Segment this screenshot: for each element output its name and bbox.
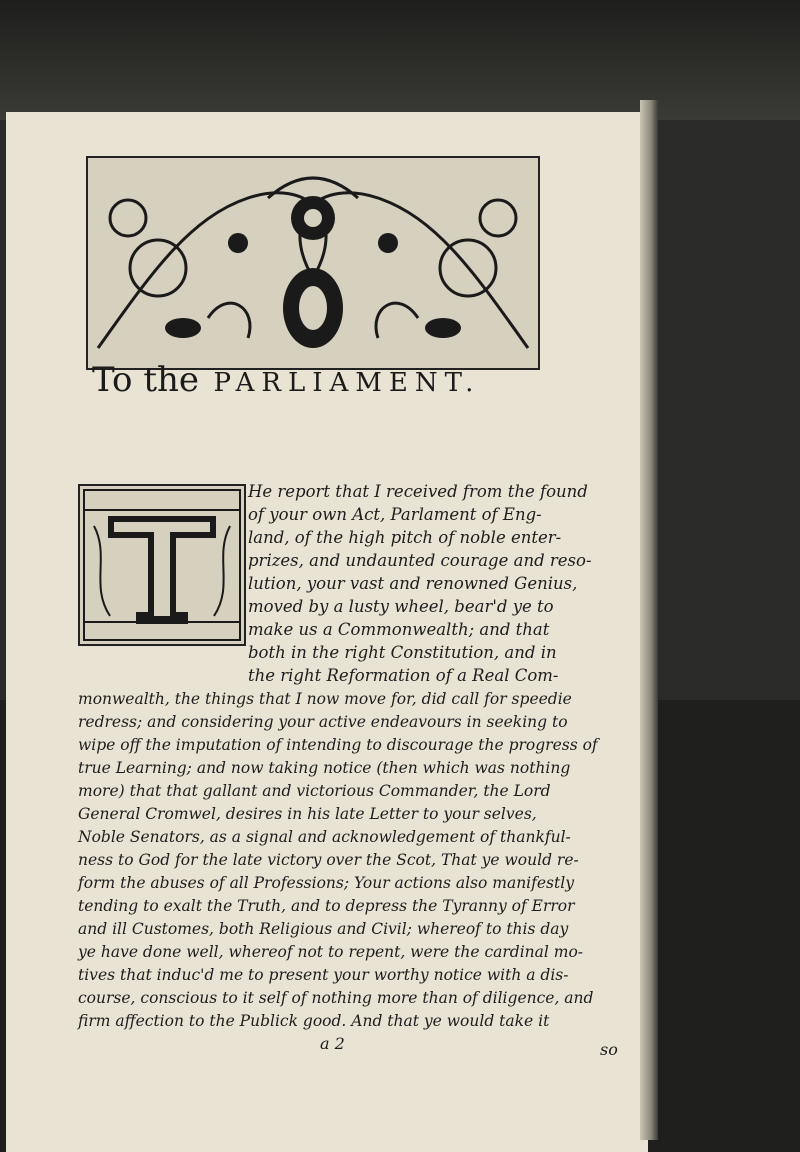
drop-cap-letter: T: [161, 612, 163, 613]
catchword: so: [600, 1040, 618, 1059]
title-prefix: To the: [92, 360, 199, 400]
text-line: tending to exalt the Truth, and to depress the Tyranny of Error: [78, 897, 575, 915]
text-line: more) that that gallant and victorious Commander, the Lord: [78, 782, 551, 800]
text-line: course, conscious to it self of nothing more than of diligence, and: [78, 989, 594, 1007]
page-edge: [640, 100, 658, 1140]
ornamental-headpiece: [86, 156, 540, 370]
text-line: prizes, and undaunted courage and reso-: [248, 551, 592, 570]
text-line: ye have done well, whereof not to repent, were the cardinal mo-: [78, 943, 584, 961]
text-line: redress; and considering your active endeavours in seeking to: [78, 713, 568, 731]
decorated-initial: [78, 484, 246, 646]
text-line: lution, your vast and renowned Genius,: [248, 574, 578, 593]
text-line: wipe off the imputation of intending to discourage the progress of: [78, 736, 598, 754]
page-title: [92, 360, 532, 400]
text-line: firm affection to the Publick good. And that ye would take it: [78, 1012, 550, 1030]
text-line: form the abuses of all Professions; Your actions also manifestly: [78, 874, 574, 892]
text-line: land, of the high pitch of noble enter-: [248, 528, 562, 547]
text-line: monwealth, the things that I now move for, did call for speedie: [78, 690, 572, 708]
text-line: moved by a lusty wheel, bear'd ye to: [248, 597, 554, 616]
text-line: He report that I received from the found: [248, 482, 588, 501]
text-line: General Cromwel, desires in his late Letter to your selves,: [78, 805, 537, 823]
text-line: make us a Commonwealth; and that: [248, 620, 550, 639]
text-line: Noble Senators, as a signal and acknowledgement of thankful-: [78, 828, 571, 846]
text-line: the right Reformation of a Real Com-: [248, 666, 559, 685]
text-line: both in the right Constitution, and in: [248, 643, 557, 662]
text-line: ness to God for the late victory over the Scot, That ye would re-: [78, 851, 579, 869]
signature-mark: a 2: [320, 1034, 345, 1053]
text-line: tives that induc'd me to present your worthy notice with a dis-: [78, 966, 569, 984]
scan-backdrop-top: [0, 0, 800, 120]
text-line: true Learning; and now taking notice (then which was nothing: [78, 759, 571, 777]
text-line: of your own Act, Parlament of Eng-: [248, 505, 542, 524]
title-parliament: PARLIAMENT.: [213, 368, 481, 398]
text-line: and ill Customes, both Religious and Civil; whereof to this day: [78, 920, 569, 938]
